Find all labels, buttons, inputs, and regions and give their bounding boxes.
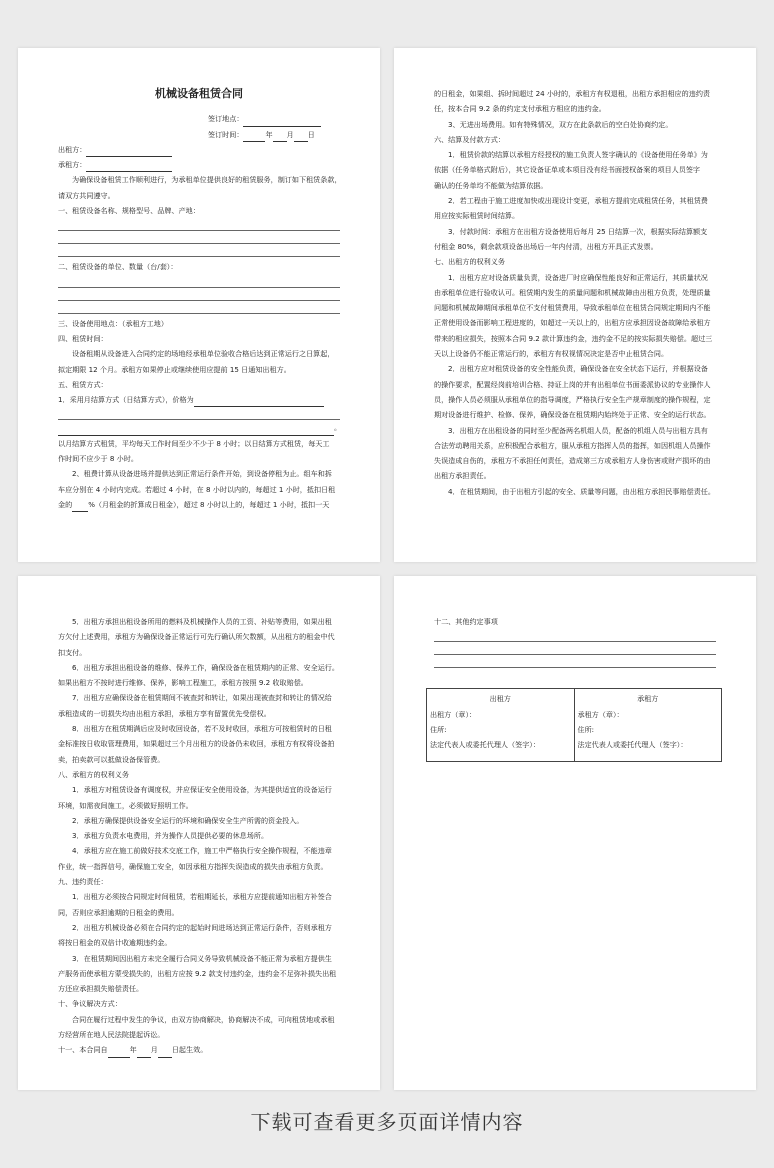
paragraph-line: 1．租赁价款的结算以承租方经授权的施工负责人签字确认的《设备使用任务单》为 — [448, 150, 708, 160]
lessee-address-label: 住所: — [577, 724, 595, 734]
section-heading: 九、违约责任： — [58, 877, 108, 887]
blank-rule — [58, 218, 340, 231]
paragraph-line: 4．在租赁期间，由于出租方引起的安全、质量等问题，由出租方承担民事赔偿责任。 — [448, 486, 715, 496]
paragraph-line: 以月结算方式租赁，平均每天工作时间至少不少于 8 小时；以日结算方式租赁，每天工 — [58, 438, 330, 448]
lessor-rep-label: 法定代表人或委托代理人（签字）： — [430, 740, 540, 750]
paragraph-line: 将按日租金的双倍计收逾期违约金。 — [58, 938, 172, 948]
intro-text: 为确保设备租赁工作顺利进行，为承租单位提供良好的租赁服务，制订如下租赁条款， — [72, 175, 342, 185]
paragraph-line: 2．承租方确保提供设备安全运行的环境和确保安全生产所需的资金投入。 — [72, 815, 304, 825]
paragraph-line: 扣支付。 — [58, 647, 87, 657]
paragraph-line: 3．在租赁期间因出租方未完全履行合同义务导致机械设备不能正常为承租方提供生 — [72, 953, 332, 963]
paragraph-line: 车应分别在 4 小时内完成。若超过 4 小时，在 8 小时以内的，每超过 1 小时，抵扣日租 — [58, 484, 336, 494]
section-heading: 五、租赁方式： — [58, 379, 108, 389]
paragraph-line: 失误造成自伤的，承租方不承担任何责任，造成第三方或承租方人身伤害或财产损坏的由 — [434, 456, 711, 466]
lessor-heading: 出租方 — [489, 694, 511, 704]
contract-title: 机械设备租赁合同 — [155, 87, 243, 100]
paragraph-line: 6．出租方承担出租设备的维修、保养工作，确保设备在租赁期内的正常、安全运行。 — [72, 662, 339, 672]
lessor-seal-label: 出租方（章）： — [430, 709, 477, 719]
section-heading: 八、承租方的权利义务 — [58, 769, 129, 779]
blank-rule — [58, 275, 340, 288]
section-heading: 十、争议解决方式： — [58, 999, 122, 1009]
paragraph-line: 8．出租方在租赁期满后应及时收回设备，若不及时收回，承租方可按租赁时的日租 — [72, 724, 332, 734]
page-4-content — [430, 614, 716, 762]
paragraph-line: 带来的相应损失，按照本合同 9.2 款计算违约金，违约金不足的按实际损失赔偿。超过三 — [434, 333, 713, 343]
page-3-content — [58, 614, 340, 1058]
lessee-signature-cell — [574, 689, 722, 762]
paragraph-line: 方欠付上述费用，承租方为确保设备正常运行可先行确认所欠数额，从出租方的租金中代 — [58, 632, 335, 642]
paragraph-line: 承租造成的一切损失均由出租方承担，承租方享有留置优先受偿权。 — [58, 708, 271, 718]
paragraph-line: 合法劳动聘用关系，应积极配合承租方，服从承租方指挥人员的指挥，如因机组人员操作 — [434, 440, 711, 450]
paragraph-line: 方还应承担损失赔偿责任。 — [58, 984, 144, 994]
blank-rule — [58, 231, 340, 244]
lessee-line: 承租方： — [58, 157, 340, 172]
paragraph-line: 1．出租方必须按合同规定时间租赁，若租期延长，承租方应提前通知出租方补签合 — [72, 892, 332, 902]
paragraph-line: 任，按本合同 9.2 条的约定支付承租方相应的违约金。 — [434, 104, 606, 114]
page-1-content — [58, 48, 340, 512]
paragraph-line: 依据（任务单格式附后），其它设备证单或本项目没有经书面授权备案的项目人员签字 — [434, 165, 701, 175]
lessor-signature-cell — [427, 689, 575, 762]
signature-table — [426, 688, 722, 762]
blank-rule — [58, 288, 340, 301]
paragraph-line: 。 — [58, 420, 340, 435]
paragraph-line: 2．出租方机械设备必须在合同约定的起始时间进场达到正常运行条件，否则承租方 — [72, 922, 332, 932]
paragraph-line: 同，否则应承担逾期的日租金的费用。 — [58, 907, 179, 917]
contract-page-3 — [18, 576, 380, 1090]
lessee-rep-label: 法定代表人或委托代理人（签字）： — [577, 740, 688, 750]
paragraph-line: 期对设备进行维护、检修、保养，确保设备在租赁期内始终处于正常、安全的运行状态。 — [434, 410, 711, 420]
blank-rule — [58, 407, 340, 420]
blank-rule — [434, 642, 716, 655]
paragraph-line: 1．出租方应对设备质量负责，设备进厂时应确保性能良好和正常运行，其质量状况 — [448, 272, 708, 282]
paragraph-line: 出租方承担责任。 — [434, 471, 491, 481]
lessor-address-label: 住所: — [430, 724, 447, 734]
section-heading: 四、租赁时间： — [58, 333, 108, 343]
paragraph-line: 5．出租方承担出租设备所用的燃料及机械操作人员的工资、补贴等费用，如果出租 — [72, 617, 332, 626]
blank-rule — [58, 244, 340, 257]
paragraph-line: 金的 %（月租金的折算成日租金），超过 8 小时以上的，每超过 1 小时，抵扣一天 — [58, 497, 340, 512]
blank-rule — [434, 655, 716, 668]
paragraph-line: 拟定期限 12 个月。承租方如果停止或继续使用应提前 15 日通知出租方。 — [58, 364, 291, 374]
paragraph-line: 7．出租方应确保设备在租赁期间不被查封和转让，如果出现被查封和转让的情况给 — [72, 693, 332, 703]
paragraph-line: 2．出租方应对租赁设备的安全性能负责，确保设备在安全状态下运行，并根据设备 — [448, 364, 708, 374]
download-more-caption: 下载可查看更多页面详情内容 — [250, 1110, 524, 1134]
paragraph-line: 确认的任务单均不能做为结算依据。 — [434, 180, 548, 190]
section-heading: 十二、其他约定事项 — [434, 617, 498, 626]
effective-date-line: 十一、本合同自 年 月 日起生效。 — [58, 1042, 340, 1057]
lessee-heading: 承租方 — [637, 694, 659, 704]
paragraph-line: 的日租金，如果组、拆时间超过 24 小时的，承租方有权退租，出租方承担相应的违约责 — [434, 89, 711, 98]
paragraph-line: 合同在履行过程中发生的争议，由双方协商解决，协商解决不成，可向租赁地或承租 — [72, 1014, 335, 1024]
section-heading: 七、出租方的权利义务 — [434, 257, 505, 267]
paragraph-line: 天以上设备仍不能正常运行的，承租方有权视情况决定是否中止租赁合同。 — [434, 349, 669, 359]
paragraph-line: 3．出租方在出租设备的同时至少配备两名机组人员，配备的机组人员与出租方具有 — [448, 425, 708, 435]
sign-place: 签订地点： — [58, 111, 340, 126]
paragraph-line: 1．采用月结算方式（日结算方式），价格为 — [58, 392, 340, 407]
paragraph-line: 2、租费计算从设备进场并提供达到正常运行条件开始，到设备停租为止。组车和拆 — [72, 469, 332, 479]
paragraph-line: 用应按实际租赁时间结算。 — [434, 211, 520, 221]
paragraph-line: 环境，如需夜间施工，必须做好照明工作。 — [58, 800, 193, 810]
paragraph-line: 问题和机械故障期间承租单位不支付租赁费用，导致承租单位在租赁合同规定期间内不能 — [434, 303, 711, 313]
paragraph-line: 作时间不应少于 8 小时。 — [58, 454, 138, 464]
paragraph-line: 如果出租方不按时进行维修、保养，影响工程施工，承租方按照 9.2 收取赔偿。 — [58, 678, 308, 688]
paragraph-line: 金标准按日收取管理费用，如果超过三个月出租方的设备仍未收回，承租方有权将设备拍 — [58, 739, 335, 749]
page-2-content — [434, 86, 716, 499]
paragraph-line: 4．承租方应在施工前做好技术交底工作，施工中严格执行安全操作规程，不能违章 — [72, 846, 332, 856]
paragraph-line: 的操作要求，配置经岗前培训合格、持证上岗的并有出租单位书面委派协议的专业操作人 — [434, 379, 711, 389]
paragraph-line: 付租金 80%，剩余款项设备出场后一年内付清，出租方开具正式发票。 — [434, 241, 658, 251]
paragraph-line: 卖，拍卖款可以抵做设备保管费。 — [58, 754, 165, 764]
section-heading: 三、设备使用地点：（承租方工地） — [58, 318, 168, 328]
paragraph-line: 3、无进出场费用。如有特殊情况，双方在此条款后的空白处协商约定。 — [448, 119, 673, 129]
section-heading: 六、结算及付款方式： — [434, 134, 505, 144]
paragraph-line: 产服务而使承租方蒙受损失的，出租方应按 9.2 款支付违约金，违约金不足弥补损失出租 — [58, 968, 337, 978]
paragraph-line: 方经营所在地人民法院提起诉讼。 — [58, 1030, 165, 1040]
paragraph-line: 3．承租方负责水电费用，并为操作人员提供必要的休息场所。 — [72, 831, 269, 841]
paragraph-line: 由承租单位进行验收认可。租赁期内发生的质量问题和机械故障由出租方负责，处理质量 — [434, 287, 711, 297]
paragraph-line: 设备租期从设备进入合同约定的场地经承租单位验收合格后达到正常运行之日算起， — [72, 349, 335, 359]
contract-page-1 — [18, 48, 380, 562]
intro-text: 请双方共同遵守。 — [58, 190, 115, 200]
paragraph-line: 3．付款时间：承租方在出租方设备使用后每月 25 日结算一次，根据实际结算额支 — [448, 226, 708, 236]
lessee-seal-label: 承租方（章）： — [577, 709, 624, 719]
blank-rule — [58, 301, 340, 314]
paragraph-line: 正常使用设备而影响工程进度的，如超过一天以上的，出租方应承担因设备故障给承租方 — [434, 318, 711, 328]
section-heading: 一、租赁设备名称、规格型号、品牌、产地： — [58, 206, 200, 216]
contract-page-2 — [394, 48, 756, 562]
lessor-line: 出租方： — [58, 142, 340, 157]
paragraph-line: 2．若工程由于施工进度加快或出现设计变更，承租方提前完成租赁任务，其租赁费 — [448, 196, 708, 206]
paragraph-line: 1．承租方对租赁设备有调度权，并应保证安全使用设备，为其提供适宜的设备运行 — [72, 785, 332, 795]
sign-time: 签订时间： 年 月 日 — [58, 127, 340, 142]
section-heading: 二、租赁设备的单位、数量（台/套）： — [58, 262, 178, 272]
blank-rule — [434, 629, 716, 642]
paragraph-line: 员，操作人员必须服从承租单位的指导调度，严格执行安全生产规章制度的操作规程，定 — [434, 394, 711, 404]
contract-page-4 — [394, 576, 756, 1090]
paragraph-line: 作业，统一指挥信号，确保施工安全，如因承租方指挥失误造成的损失由承租方负责。 — [58, 861, 328, 871]
